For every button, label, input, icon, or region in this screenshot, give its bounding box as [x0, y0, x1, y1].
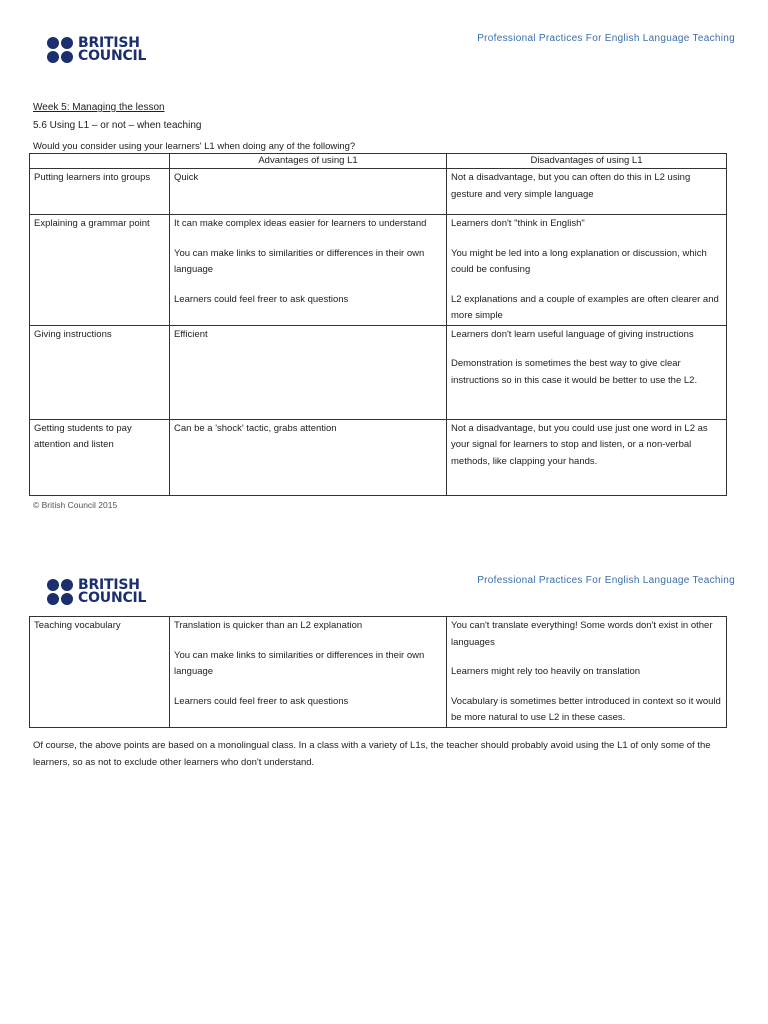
disadvantage-text: You might be led into a long explanation or discussion, which could be confusing: [451, 247, 707, 275]
disadvantages-cell: [447, 617, 727, 728]
l1-comparison-table-continued: [29, 616, 727, 728]
section-title: 5.6 Using L1 – or not – when teaching: [33, 120, 202, 131]
table-row: [30, 215, 727, 326]
logo-wordmark: [78, 37, 146, 63]
table-row: [30, 419, 727, 495]
table-row: [30, 169, 727, 215]
header-cell-advantages: Advantages of using L1: [170, 154, 447, 169]
logo-wordmark: [78, 579, 146, 605]
british-council-logo: [47, 579, 146, 605]
advantages-cell: [170, 325, 447, 419]
british-council-logo: [47, 37, 146, 63]
advantage-text: Learners could feel freer to ask questions: [174, 695, 349, 707]
disadvantage-text: Vocabulary is sometimes better introduced in context so it would be more natural to use L2 in these cases.: [451, 695, 721, 723]
advantage-text: You can make links to similarities or differences in their own language: [174, 247, 425, 275]
disadvantage-text: Not a disadvantage, but you can often do this in L2 using gesture and very simple language: [451, 172, 691, 200]
disadvantage-text: Learners don't "think in English": [451, 218, 585, 229]
question-text: Would you consider using your learners' L1 when doing any of the following?: [33, 141, 356, 152]
header-tagline: Professional Practices For English Language Teaching: [477, 33, 735, 44]
header-cell-disadvantages: Disadvantages of using L1: [447, 154, 727, 169]
activity-cell: Getting students to pay attention and listen: [30, 419, 170, 495]
advantage-text: It can make complex ideas easier for learners to understand: [174, 218, 427, 229]
disadvantage-text: Learners don't learn useful language of giving instructions: [451, 328, 694, 340]
logo-dots-icon: [47, 579, 73, 605]
activity-cell: Teaching vocabulary: [30, 617, 170, 728]
advantages-cell: [170, 419, 447, 495]
activity-cell: Giving instructions: [30, 325, 170, 419]
logo-dots-icon: [47, 37, 73, 63]
copyright-notice: © British Council 2015: [33, 500, 118, 510]
disadvantage-text: Not a disadvantage, but you could use just one word in L2 as your signal for learners to stop and listen, or a non-verbal methods, like clapping your hands.: [451, 422, 708, 467]
logo-line-1: BRITISH: [78, 577, 140, 593]
logo-line-1: BRITISH: [78, 35, 140, 51]
advantage-text: Can be a 'shock' tactic, grabs attention: [174, 422, 337, 434]
logo-line-2: COUNCIL: [78, 590, 147, 606]
l1-comparison-table: [29, 153, 727, 496]
advantages-cell: [170, 169, 447, 215]
advantage-text: Efficient: [174, 328, 208, 340]
advantage-text: Learners could feel freer to ask questions: [174, 293, 349, 305]
disadvantages-cell: [447, 419, 727, 495]
disadvantage-text: You can't translate everything! Some words don't exist in other languages: [451, 620, 713, 648]
header-tagline: Professional Practices For English Language Teaching: [477, 575, 735, 586]
advantages-cell: [170, 215, 447, 326]
disadvantage-text: Learners might rely too heavily on translation: [451, 666, 641, 677]
advantage-text: You can make links to similarities or differences in their own language: [174, 649, 425, 677]
advantages-cell: [170, 617, 447, 728]
advantage-text: Quick: [174, 172, 199, 183]
closing-paragraph: Of course, the above points are based on a monolingual class. In a class with a variety of L1s, the teacher should probably avoid using the L1 of only some of the learners, so as not to exclude other learners who don't understand.: [33, 740, 711, 768]
disadvantage-text: Demonstration is sometimes the best way to give clear instructions so in this case it would be better to use the L2.: [451, 358, 698, 386]
week-title: Week 5: Managing the lesson: [33, 102, 165, 113]
disadvantage-text: L2 explanations and a couple of examples are often clearer and more simple: [451, 293, 719, 321]
header-cell-activity: [30, 154, 170, 169]
advantage-text: Translation is quicker than an L2 explanation: [174, 620, 363, 631]
disadvantages-cell: [447, 169, 727, 215]
logo-line-2: COUNCIL: [78, 48, 147, 64]
table-row: [30, 325, 727, 419]
table-header-row: [30, 154, 727, 169]
activity-cell: Explaining a grammar point: [30, 215, 170, 326]
disadvantages-cell: [447, 215, 727, 326]
activity-cell: Putting learners into groups: [30, 169, 170, 215]
disadvantages-cell: [447, 325, 727, 419]
table-row: [30, 617, 727, 728]
